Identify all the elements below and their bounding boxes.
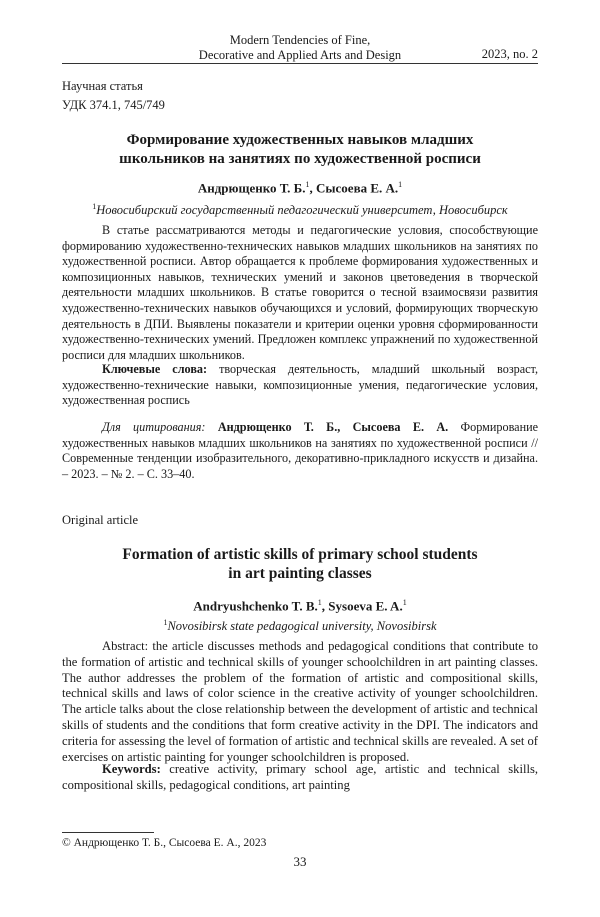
journal-name [62,33,538,62]
citation-label: Для цитирования: [102,420,206,434]
ru-citation [62,420,538,482]
en-affiliation-text: Novosibirsk state pedagogical university, Novosibirsk [167,619,437,634]
ru-affiliation [62,202,538,218]
citation-authors: Андрющенко Т. Б., Сысоева Е. А. [217,420,449,434]
ru-title [62,131,538,168]
ru-authors: Андрющенко Т. Б.$^1$, Сысоева Е. А.$^1$ [197,180,403,196]
ru-author-1: Андрющенко Т. Б. [197,180,306,196]
en-keywords-label: Keywords: [102,762,161,776]
en-author-1-sup: 1 [317,598,322,607]
issue-number: 2023, no. 2 [481,47,538,61]
en-abstract: Abstract: the article discusses methods and pedagogical conditions that contribute to the formation of artistic and technical skills of younger schoolchildren in art painting classes. The author addresses the problem of the formation of artistic and compositional skills, technical skills and laws of color science in the creative activity of younger schoolchildren. The article talks about the close relationship between the development of artistic and technical skills of students and the conditions that form creative activity in the DPI. The indicators and criteria for assessing the level of formation of artistic and technical skills are revealed. A set of exercises on artistic painting for younger schoolchildren is proposed. [62,639,538,764]
ru-abstract: В статье рассматриваются методы и педагогические условия, способствующие формированию художественно-технических навыков младших школьников на занятиях по художественной росписи. Автор обращается к проблеме формирования художественных и композиционных навыков, технических умений и законов цветоведения в творческой деятельности младших школьников. В статье говорится о тесной взаимосвязи развития художественно-технических навыков обучающихся и условий, формирующих творческую деятельность в ДПИ. Выявлены показатели и критерии оценки уровня сформированности художественно-технических умений. Предложен комплекс упражнений по художественной росписи для младших школьников. [62,223,538,362]
en-title-line1: Formation of artistic skills of primary school students [122,546,478,563]
ru-title-line1: Формирование художественных навыков младших [126,132,474,148]
footnote-divider [62,832,154,833]
en-keywords [62,762,538,794]
en-author-1: Andryushchenko T. B. [193,598,318,614]
ru-affiliation-sup: 1 [92,202,97,211]
copyright-footnote: © Андрющенко Т. Б., Сысоева Е. А., 2023 [62,837,267,849]
ru-keywords [62,362,538,409]
journal-name-line1: Modern Tendencies of Fine, [229,33,371,47]
en-affiliation-sup: 1 [163,618,168,627]
journal-name-line2: Decorative and Applied Arts and Design [198,47,402,62]
en-affiliation [62,618,538,634]
ru-article-type: Научная статья [62,79,143,93]
ru-author-2: Сысоева Е. А. [315,180,399,196]
ru-author-2-sup: 1 [398,180,403,189]
ru-affiliation-text: Новосибирский государственный педагогический университет, Новосибирск [96,203,508,218]
udc-code: УДК 374.1, 745/749 [62,98,165,112]
en-title-line2: in art painting classes [228,565,372,582]
ru-keywords-text: творческая деятельность, младший школьный возраст, художественно-технические навыки, композиционные умения, педагогические условия, художественная роспись [62,362,538,408]
ru-keywords-label: Ключевые слова: [102,362,208,376]
page-number: 33 [293,854,307,869]
running-header [62,33,538,64]
en-title [62,545,538,583]
en-author-2-sup: 1 [402,598,407,607]
citation-text: Формирование художественных навыков младших школьников на занятиях по художественной росписи // Современные тенденции изобразительного, декоративно-прикладного искусств и дизайна. – 2023. – № 2. – С. 33–40. [62,420,539,481]
ru-author-1-sup: 1 [305,180,310,189]
en-author-2: Sysoeva E. A. [328,598,403,614]
en-keywords-text: creative activity, primary school age, artistic and technical skills, compositional skills, pedagogical conditions, art painting [62,762,538,792]
en-article-type: Original article [62,513,139,527]
ru-title-line2: школьников на занятиях по художественной росписи [119,150,481,167]
en-authors: Andryushchenko T. B.$^1$, Sysoeva E. A.$^1$ [193,598,407,614]
